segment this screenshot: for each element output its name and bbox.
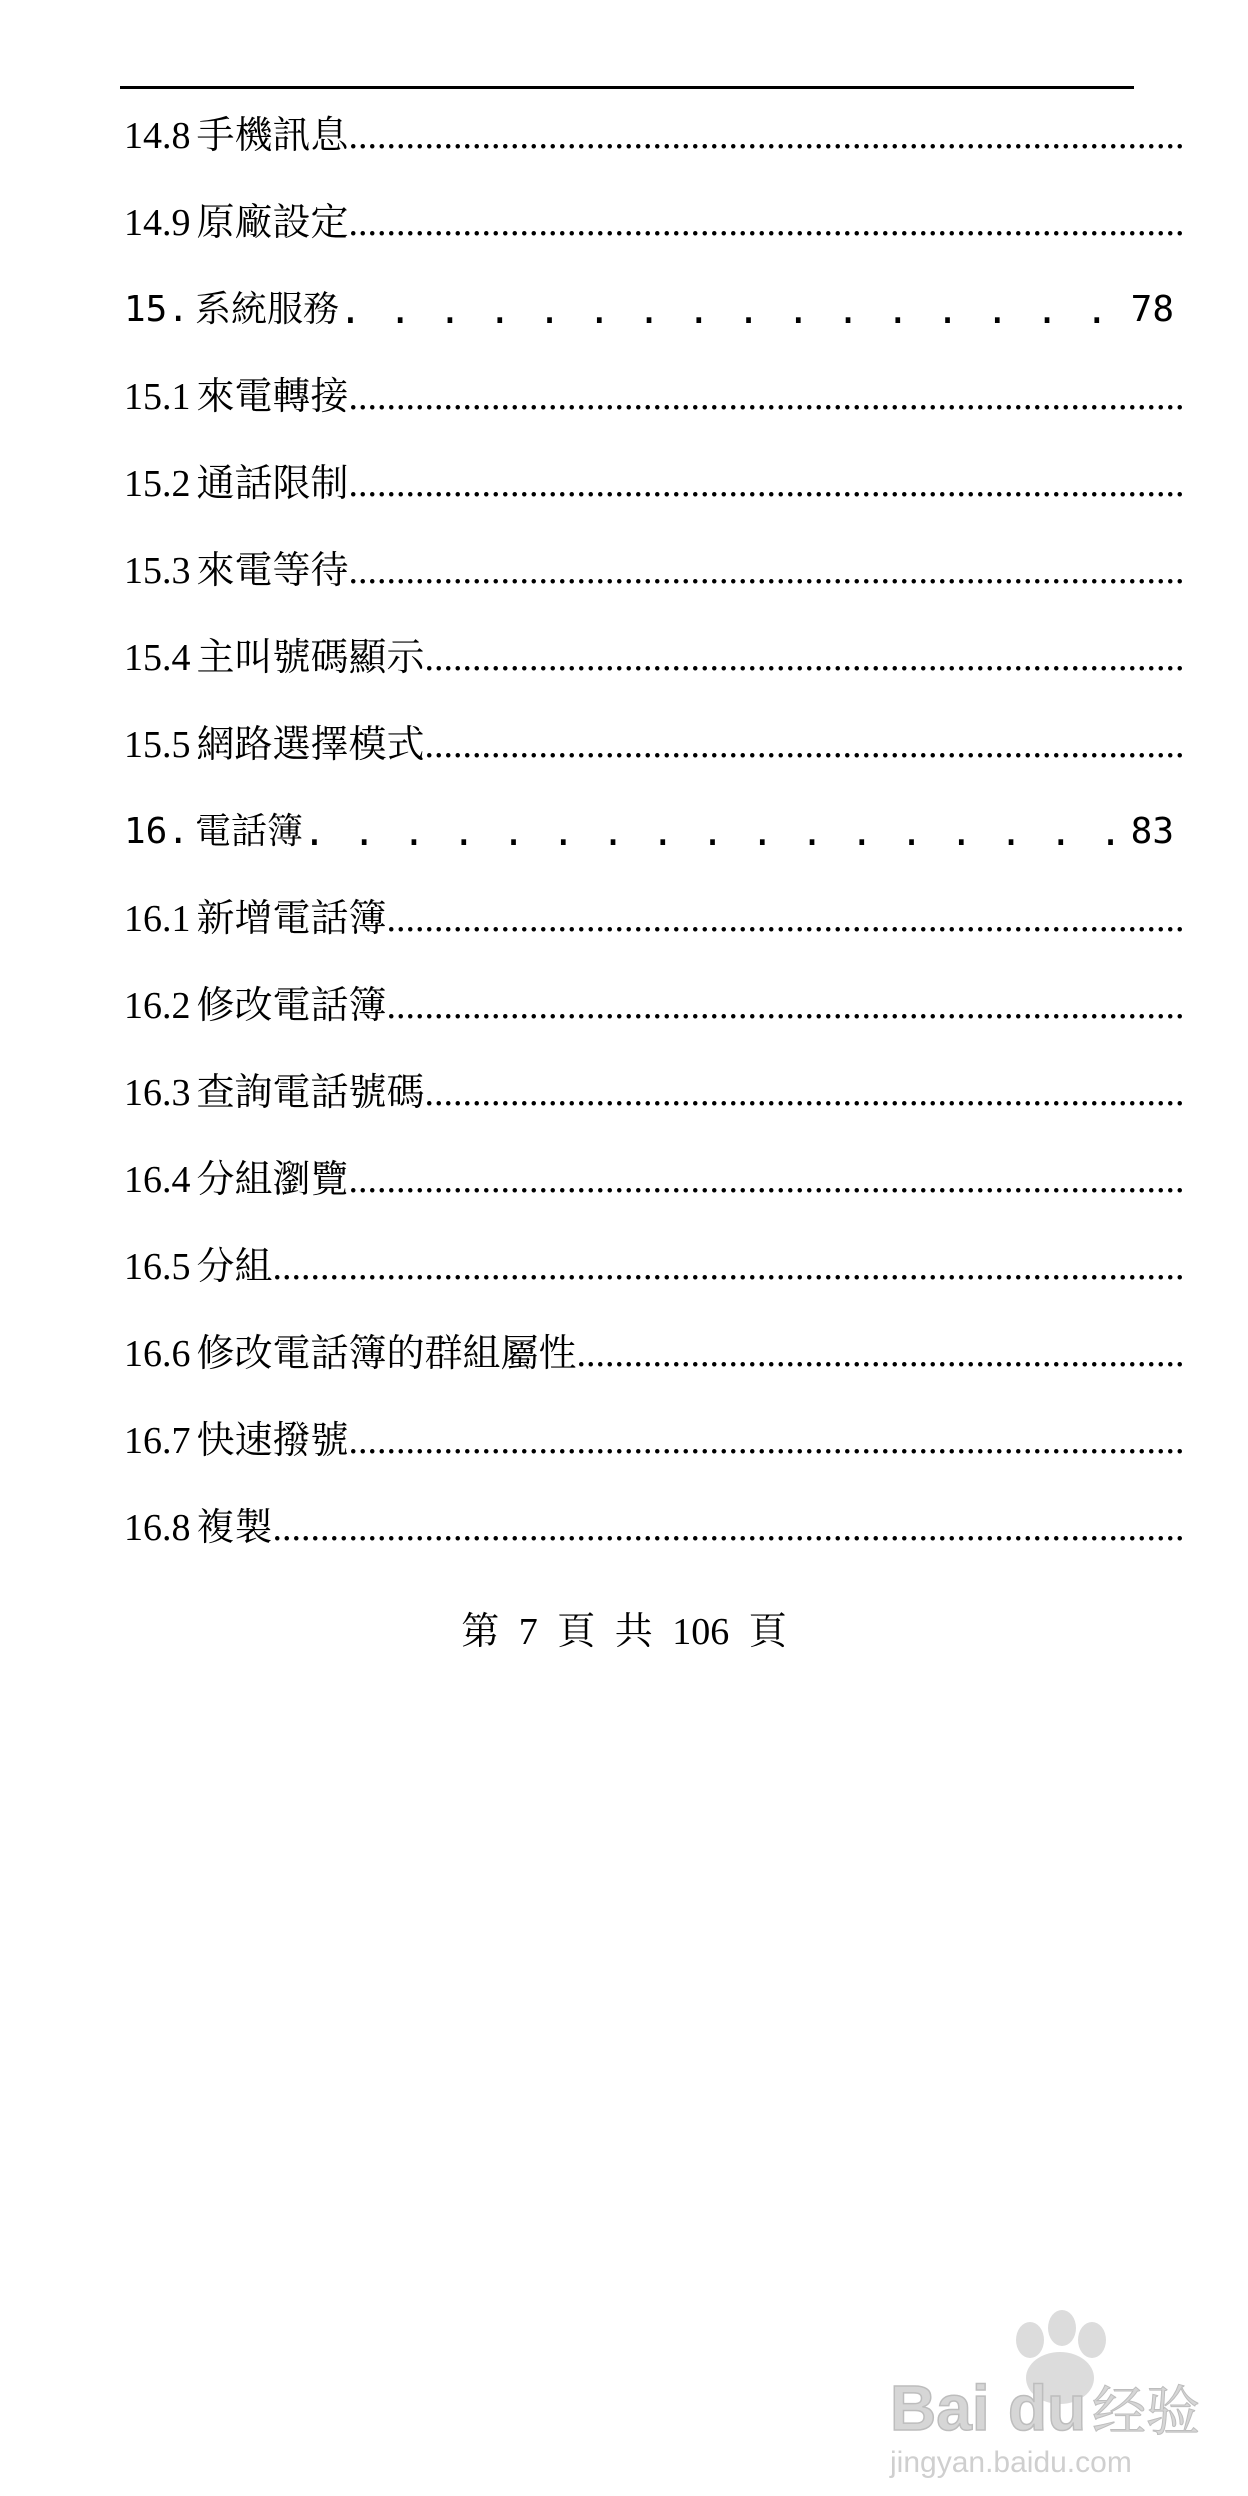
toc-entry-number: 15. [124,288,190,330]
toc-dot-leader [349,378,1182,416]
toc-entry [124,1397,1182,1484]
toc-entry-title: 來電等待 [196,549,349,592]
toc-entry [124,353,1182,440]
toc-entry [124,1310,1182,1397]
toc-entry-number: 16.1 [124,897,191,940]
toc-entry-title: 電話簿 [195,810,304,852]
toc-entry-number: 16. [124,810,190,852]
toc-entry [124,788,1182,875]
toc-dot-leader [349,1161,1182,1199]
toc-entry-title: 複製 [196,1506,273,1549]
toc-entry-title: 來電轉接 [196,375,349,418]
toc-dot-leader [303,813,1121,851]
toc-entry [124,179,1182,266]
svg-text:经验: 经验 [1092,2380,1200,2443]
toc-entry-title: 修改電話簿的群組屬性 [196,1332,577,1375]
toc-entry [124,962,1182,1049]
toc-entry-number: 16.4 [124,1158,191,1201]
toc-dot-leader [349,1422,1182,1460]
svg-text:Bai: Bai [890,2372,990,2444]
toc-entry [124,440,1182,527]
toc-entry-number: 14.9 [124,201,191,244]
toc-entry [124,527,1182,614]
toc-entry-number: 16.7 [124,1419,191,1462]
toc-dot-leader [273,1248,1182,1286]
toc-entry-number: 15.1 [124,375,191,418]
toc-dot-leader [273,1509,1182,1547]
toc-entry-title: 修改電話簿 [196,984,387,1027]
toc-entry [124,1223,1182,1310]
toc-entry-title: 快速撥號 [196,1419,349,1462]
baidu-watermark-logo [880,2300,1220,2480]
toc-dot-leader [339,291,1121,329]
svg-text:du: du [1008,2372,1087,2444]
toc-dot-leader [349,117,1182,155]
toc-entry-number: 15.4 [124,636,191,679]
toc-entry-title: 查詢電話號碼 [196,1071,425,1114]
toc-entry-number: 15.2 [124,462,191,505]
toc-entry-title: 原廠設定 [196,201,349,244]
toc-entry-title: 分組 [196,1245,273,1288]
toc-entry-number: 16.2 [124,984,191,1027]
toc-entry [124,614,1182,701]
toc-dot-leader [387,900,1182,938]
toc-dot-leader [425,1074,1182,1112]
toc-dot-leader [349,465,1182,503]
toc-entry-number: 15.5 [124,723,191,766]
toc-entry-title: 新增電話簿 [196,897,387,940]
toc-entry [124,266,1182,353]
toc-entry-page-number: 83 [1130,810,1174,852]
toc-entry-title: 系統服務 [195,288,340,330]
toc-entry-title: 分組瀏覽 [196,1158,349,1201]
toc-entry-number: 15.3 [124,549,191,592]
svg-text:jingyan.baidu.com: jingyan.baidu.com [890,2446,1132,2479]
toc-entry-number: 16.6 [124,1332,191,1375]
toc-entry-number: 16.8 [124,1506,191,1549]
toc-entry [124,875,1182,962]
toc-entry-page-number: 78 [1130,288,1174,330]
toc-entry [124,1484,1182,1571]
toc-entry [124,701,1182,788]
toc-entry-title: 主叫號碼顯示 [196,636,425,679]
toc-entry-number: 14.8 [124,114,191,157]
header-rule [120,86,1134,89]
toc-entry [124,1136,1182,1223]
toc-entry [124,92,1182,179]
table-of-contents [124,92,1182,1571]
toc-entry-number: 16.3 [124,1071,191,1114]
toc-entry-title: 通話限制 [196,462,349,505]
toc-dot-leader [349,552,1182,590]
toc-dot-leader [425,639,1182,677]
toc-entry [124,1049,1182,1136]
toc-entry-number: 16.5 [124,1245,191,1288]
toc-dot-leader [387,987,1182,1025]
toc-entry-title: 手機訊息 [196,114,349,157]
toc-dot-leader [425,726,1182,764]
toc-entry-title: 網路選擇模式 [196,723,425,766]
toc-dot-leader [577,1335,1182,1373]
toc-dot-leader [349,204,1182,242]
page-footer: 第 7 頁 共 106 頁 [461,1611,787,1653]
